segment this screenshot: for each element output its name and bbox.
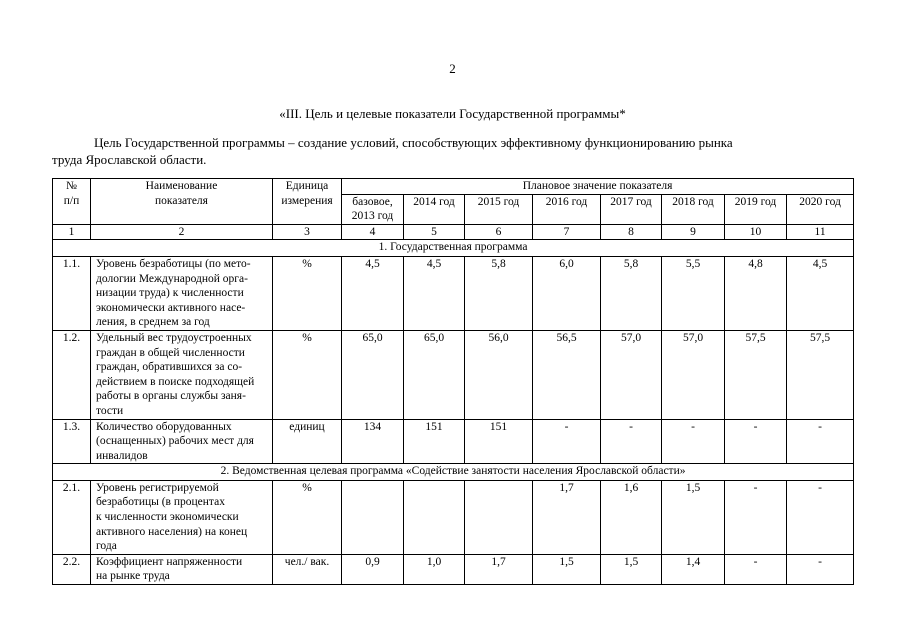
indicator-name-line: безработицы (в процентах bbox=[96, 496, 225, 509]
table-row bbox=[53, 419, 854, 464]
indicator-name-line: Удельный вес трудоустроенных bbox=[96, 331, 252, 344]
section-row bbox=[53, 464, 854, 481]
value-cell: - bbox=[725, 554, 787, 584]
indicator-name-line: работы в органы службы заня- bbox=[96, 390, 246, 403]
table-row bbox=[53, 330, 854, 419]
column-number-cell: 6 bbox=[465, 224, 533, 240]
value-cell: 56,5 bbox=[533, 330, 601, 419]
row-number: 2.1. bbox=[53, 480, 91, 554]
value-cell: 56,0 bbox=[465, 330, 533, 419]
indicator-name-line: тости bbox=[96, 404, 124, 417]
header-year: 2020 год bbox=[787, 194, 854, 224]
indicator-name-line: действием в поиске подходящей bbox=[96, 375, 255, 388]
value-cell: 6,0 bbox=[533, 256, 601, 330]
indicator-name-line: (оснащенных) рабочих мест для bbox=[96, 435, 254, 448]
value-cell: 1,5 bbox=[662, 480, 725, 554]
header-unit bbox=[273, 179, 342, 225]
value-cell: 57,0 bbox=[601, 330, 662, 419]
header-year-base bbox=[342, 194, 404, 224]
intro-line: труда Ярославской области. bbox=[52, 152, 207, 167]
value-cell: 1,5 bbox=[601, 554, 662, 584]
column-number-cell: 4 bbox=[342, 224, 404, 240]
intro-line: Цель Государственной программы – создание условий, способствующих эффективному функционированию рынка bbox=[94, 135, 733, 150]
indicator-name-line: инвалидов bbox=[96, 449, 148, 462]
indicator-name-line: на рынке труда bbox=[96, 570, 170, 583]
indicator-name-line: года bbox=[96, 540, 117, 553]
indicator-name-line: Коэффициент напряженности bbox=[96, 555, 243, 568]
row-number: 1.2. bbox=[53, 330, 91, 419]
value-cell: 57,5 bbox=[725, 330, 787, 419]
page-number: 2 bbox=[449, 61, 456, 76]
indicator-name-line: Уровень безработицы (по мето- bbox=[96, 257, 251, 270]
value-cell: - bbox=[662, 419, 725, 464]
header-year: 2017 год bbox=[601, 194, 662, 224]
value-cell: - bbox=[787, 480, 854, 554]
value-cell bbox=[342, 480, 404, 554]
indicator-name-line: Уровень регистрируемой bbox=[96, 481, 219, 494]
unit-cell: чел./ вак. bbox=[273, 554, 342, 584]
header-planned-value: Плановое значение показателя bbox=[342, 179, 854, 195]
value-cell: 1,6 bbox=[601, 480, 662, 554]
column-number-cell: 11 bbox=[787, 224, 854, 240]
value-cell: 5,5 bbox=[662, 256, 725, 330]
header-year: 2018 год bbox=[662, 194, 725, 224]
header-year: 2014 год bbox=[404, 194, 465, 224]
value-cell: 4,5 bbox=[787, 256, 854, 330]
column-numbers-row bbox=[53, 224, 854, 240]
value-cell: - bbox=[725, 480, 787, 554]
table-header bbox=[53, 179, 854, 225]
header-year: 2019 год bbox=[725, 194, 787, 224]
column-number-cell: 8 bbox=[601, 224, 662, 240]
indicator-name bbox=[91, 554, 273, 584]
header-row-top bbox=[53, 179, 854, 195]
value-cell: 4,5 bbox=[404, 256, 465, 330]
indicator-name-line: экономически активного насе- bbox=[96, 301, 246, 314]
value-cell: 65,0 bbox=[342, 330, 404, 419]
row-number: 1.3. bbox=[53, 419, 91, 464]
column-number-cell: 5 bbox=[404, 224, 465, 240]
indicator-name bbox=[91, 256, 273, 330]
value-cell: 1,7 bbox=[465, 554, 533, 584]
value-cell: 1,0 bbox=[404, 554, 465, 584]
header-name-line: показателя bbox=[155, 194, 208, 207]
column-number-cell: 9 bbox=[662, 224, 725, 240]
value-cell: 4,5 bbox=[342, 256, 404, 330]
unit-cell: % bbox=[273, 480, 342, 554]
column-number-cell: 3 bbox=[273, 224, 342, 240]
value-cell: - bbox=[787, 419, 854, 464]
header-year: 2015 год bbox=[465, 194, 533, 224]
value-cell: 65,0 bbox=[404, 330, 465, 419]
value-cell: 57,0 bbox=[662, 330, 725, 419]
indicator-name-line: Количество оборудованных bbox=[96, 420, 232, 433]
indicator-name-line: граждан, обратившихся за со- bbox=[96, 361, 243, 374]
indicator-name bbox=[91, 330, 273, 419]
header-unit-line: Единица bbox=[285, 180, 329, 192]
value-cell: 4,8 bbox=[725, 256, 787, 330]
row-number: 1.1. bbox=[53, 256, 91, 330]
table-row bbox=[53, 480, 854, 554]
header-number-line: № bbox=[66, 180, 77, 192]
indicator-name-line: ления, в среднем за год bbox=[96, 316, 210, 329]
value-cell: 57,5 bbox=[787, 330, 854, 419]
value-cell: 0,9 bbox=[342, 554, 404, 584]
unit-cell: % bbox=[273, 256, 342, 330]
header-year-line: базовое, bbox=[352, 195, 393, 208]
indicator-name-line: граждан в общей численности bbox=[96, 346, 245, 359]
section-row bbox=[53, 240, 854, 257]
table-row bbox=[53, 554, 854, 584]
column-number-cell: 7 bbox=[533, 224, 601, 240]
value-cell bbox=[465, 480, 533, 554]
value-cell: - bbox=[601, 419, 662, 464]
indicator-name bbox=[91, 419, 273, 464]
value-cell: 1,5 bbox=[533, 554, 601, 584]
value-cell: 151 bbox=[404, 419, 465, 464]
value-cell: 1,4 bbox=[662, 554, 725, 584]
unit-cell: единиц bbox=[273, 419, 342, 464]
header-name-line: Наименование bbox=[145, 180, 218, 192]
section-heading: «III. Цель и целевые показатели Государственной программы* bbox=[279, 106, 626, 121]
header-number bbox=[53, 179, 91, 225]
column-number-cell: 2 bbox=[91, 224, 273, 240]
header-year-line: 2013 год bbox=[351, 210, 394, 223]
table-row bbox=[53, 256, 854, 330]
indicator-name bbox=[91, 480, 273, 554]
header-number-line: п/п bbox=[63, 194, 80, 207]
value-cell: 151 bbox=[465, 419, 533, 464]
indicator-name-line: низации труда) к численности bbox=[96, 287, 244, 300]
column-number-cell: 10 bbox=[725, 224, 787, 240]
indicators-table bbox=[52, 178, 854, 585]
section-title: 1. Государственная программа bbox=[53, 240, 854, 257]
indicator-name-line: дологии Международной орга- bbox=[96, 272, 248, 285]
unit-cell: % bbox=[273, 330, 342, 419]
header-year: 2016 год bbox=[533, 194, 601, 224]
row-number: 2.2. bbox=[53, 554, 91, 584]
value-cell: - bbox=[533, 419, 601, 464]
value-cell: - bbox=[787, 554, 854, 584]
value-cell: 1,7 bbox=[533, 480, 601, 554]
header-indicator-name bbox=[91, 179, 273, 225]
intro-paragraph bbox=[52, 134, 853, 168]
indicator-name-line: к численности экономически bbox=[96, 511, 239, 524]
value-cell: 134 bbox=[342, 419, 404, 464]
value-cell: - bbox=[725, 419, 787, 464]
value-cell bbox=[404, 480, 465, 554]
section-title: 2. Ведомственная целевая программа «Содействие занятости населения Ярославской области» bbox=[53, 464, 854, 481]
table-body bbox=[53, 224, 854, 584]
value-cell: 5,8 bbox=[601, 256, 662, 330]
indicator-name-line: активного населения) на конец bbox=[96, 525, 248, 538]
header-unit-line: измерения bbox=[281, 194, 333, 207]
value-cell: 5,8 bbox=[465, 256, 533, 330]
column-number-cell: 1 bbox=[53, 224, 91, 240]
